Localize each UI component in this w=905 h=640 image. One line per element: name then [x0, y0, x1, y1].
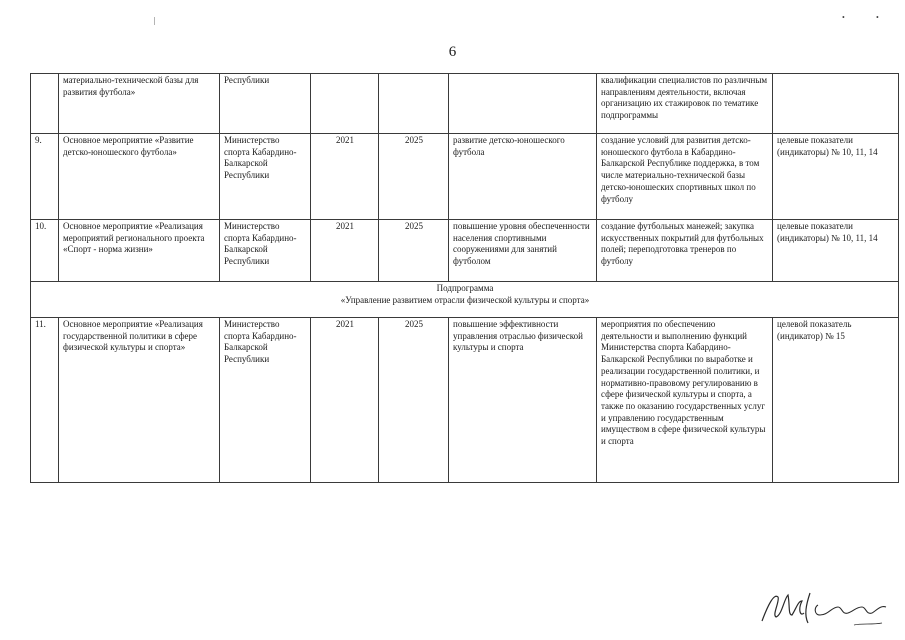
- scan-mark: •: [876, 13, 879, 22]
- executor: Республики: [220, 74, 311, 134]
- expected-result: создание футбольных манежей; закупка искусственных покрытий для футбольных полей; переподготовка тренеров по футболу: [597, 220, 773, 282]
- table-row: [31, 318, 899, 483]
- table-row: [31, 74, 899, 134]
- activity-name: Основное мероприятие «Реализация мероприятий регионального проекта «Спорт - норма жизни»: [59, 220, 220, 282]
- end-year: 2025: [379, 220, 449, 282]
- start-year: [311, 74, 379, 134]
- executor: Министерство спорта Кабардино-Балкарской Республики: [220, 220, 311, 282]
- executor: Министерство спорта Кабардино-Балкарской Республики: [220, 134, 311, 220]
- start-year: 2021: [311, 134, 379, 220]
- end-year: 2025: [379, 134, 449, 220]
- activity-name: Основное мероприятие «Развитие детско-юношеского футбола»: [59, 134, 220, 220]
- subprogram-label: Подпрограмма: [436, 283, 494, 293]
- subprogram-title: «Управление развитием отрасли физической культуры и спорта»: [340, 294, 590, 305]
- expected-result: мероприятия по обеспечению деятельности и выполнению функций Министерства спорта Кабардино-Балкарской Республики по выработке и реализации государственной политики, и нормативно-правовому регулированию в сфере физической культуры и спорта, а также по оказанию государственных услуг и управлению государственным имуществом в сфере физической культуры и спорта: [597, 318, 773, 483]
- scan-mark: •: [842, 13, 845, 22]
- indicators: целевой показатель (индикатор) № 15: [773, 318, 899, 483]
- start-year: 2021: [311, 220, 379, 282]
- activity-name: материально-технической базы для развития футбола»: [59, 74, 220, 134]
- row-number: 9.: [31, 134, 59, 220]
- indicators: целевые показатели (индикаторы) № 10, 11, 14: [773, 134, 899, 220]
- row-number: [31, 74, 59, 134]
- activities-table: [30, 73, 899, 483]
- direction: развитие детско-юношеского футбола: [449, 134, 597, 220]
- activity-name: Основное мероприятие «Реализация государственной политики в сфере физической культуры и спорта»: [59, 318, 220, 483]
- start-year: 2021: [311, 318, 379, 483]
- scan-mark: |: [154, 16, 156, 25]
- expected-result: создание условий для развития детско-юношеского футбола в Кабардино-Балкарской Республике поддержка, в том числе материально-технической базы детско-юношеских спортивных школ по футболу: [597, 134, 773, 220]
- subprogram-heading: [31, 282, 899, 318]
- signature: [758, 585, 898, 629]
- row-number: 11.: [31, 318, 59, 483]
- subprogram-row: [31, 282, 899, 318]
- table-row: [31, 134, 899, 220]
- page-number: 6: [448, 44, 457, 60]
- expected-result: квалификации специалистов по различным направлениям деятельности, включая организацию их стажировок по тематике подпрограммы: [597, 74, 773, 134]
- direction: повышение эффективности управления отраслью физической культуры и спорта: [449, 318, 597, 483]
- executor: Министерство спорта Кабардино-Балкарской Республики: [220, 318, 311, 483]
- table-row: [31, 220, 899, 282]
- end-year: [379, 74, 449, 134]
- indicators: целевые показатели (индикаторы) № 10, 11, 14: [773, 220, 899, 282]
- indicators: [773, 74, 899, 134]
- direction: повышение уровня обеспеченности населения спортивными сооружениями для занятий футболом: [449, 220, 597, 282]
- direction: [449, 74, 597, 134]
- row-number: 10.: [31, 220, 59, 282]
- end-year: 2025: [379, 318, 449, 483]
